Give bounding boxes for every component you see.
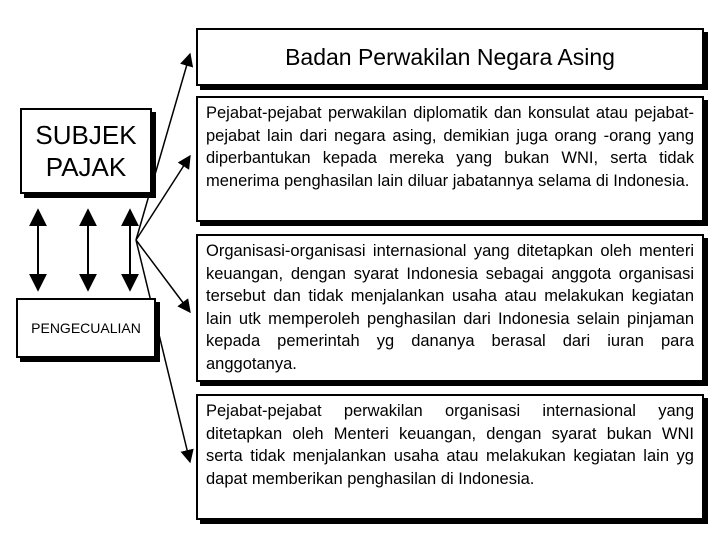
title-box [196, 28, 704, 86]
subjek-line-2: PAJAK [45, 152, 127, 182]
pengecualian-text: PENGECUALIAN [31, 320, 141, 336]
pengecualian-box [16, 298, 156, 358]
exception-text-3: Pejabat-pejabat perwakilan organisasi internasional yang ditetapkan oleh Menteri keuangan, dengan syarat bukan WNI serta tidak menjalankan usaha atau melakukan kegiatan lain yg dapat memberikan penghasilan di Indonesia. [206, 402, 694, 488]
title-text: Badan Perwakilan Negara Asing [285, 43, 615, 70]
exception-text-2: Organisasi-organisasi internasional yang ditetapkan oleh menteri keuangan, dengan syarat Indonesia sebagai anggota organisasi tersebut dan tidak menjalankan usaha atau melakukan kegiatan lain utk memperoleh penghasilan dari Indonesia selain pinjaman kepada pemerintah yg dananya berasal dari iuran para anggotanya. [206, 242, 694, 373]
exception-text-1: Pejabat-pejabat perwakilan diplomatik dan konsulat atau pejabat-pejabat lain dari negara asing, demikian juga orang -orang yang diperbantukan kepada mereka yang bukan WNI, serta tidak menerima penghasilan lain diluar jabatannya selama di Indonesia. [206, 104, 694, 190]
exception-box-1 [196, 96, 704, 222]
subjek-pajak-box [20, 108, 152, 194]
exception-box-3 [196, 394, 704, 520]
exception-box-2 [196, 234, 704, 382]
subjek-line-1: SUBJEK [35, 120, 137, 150]
